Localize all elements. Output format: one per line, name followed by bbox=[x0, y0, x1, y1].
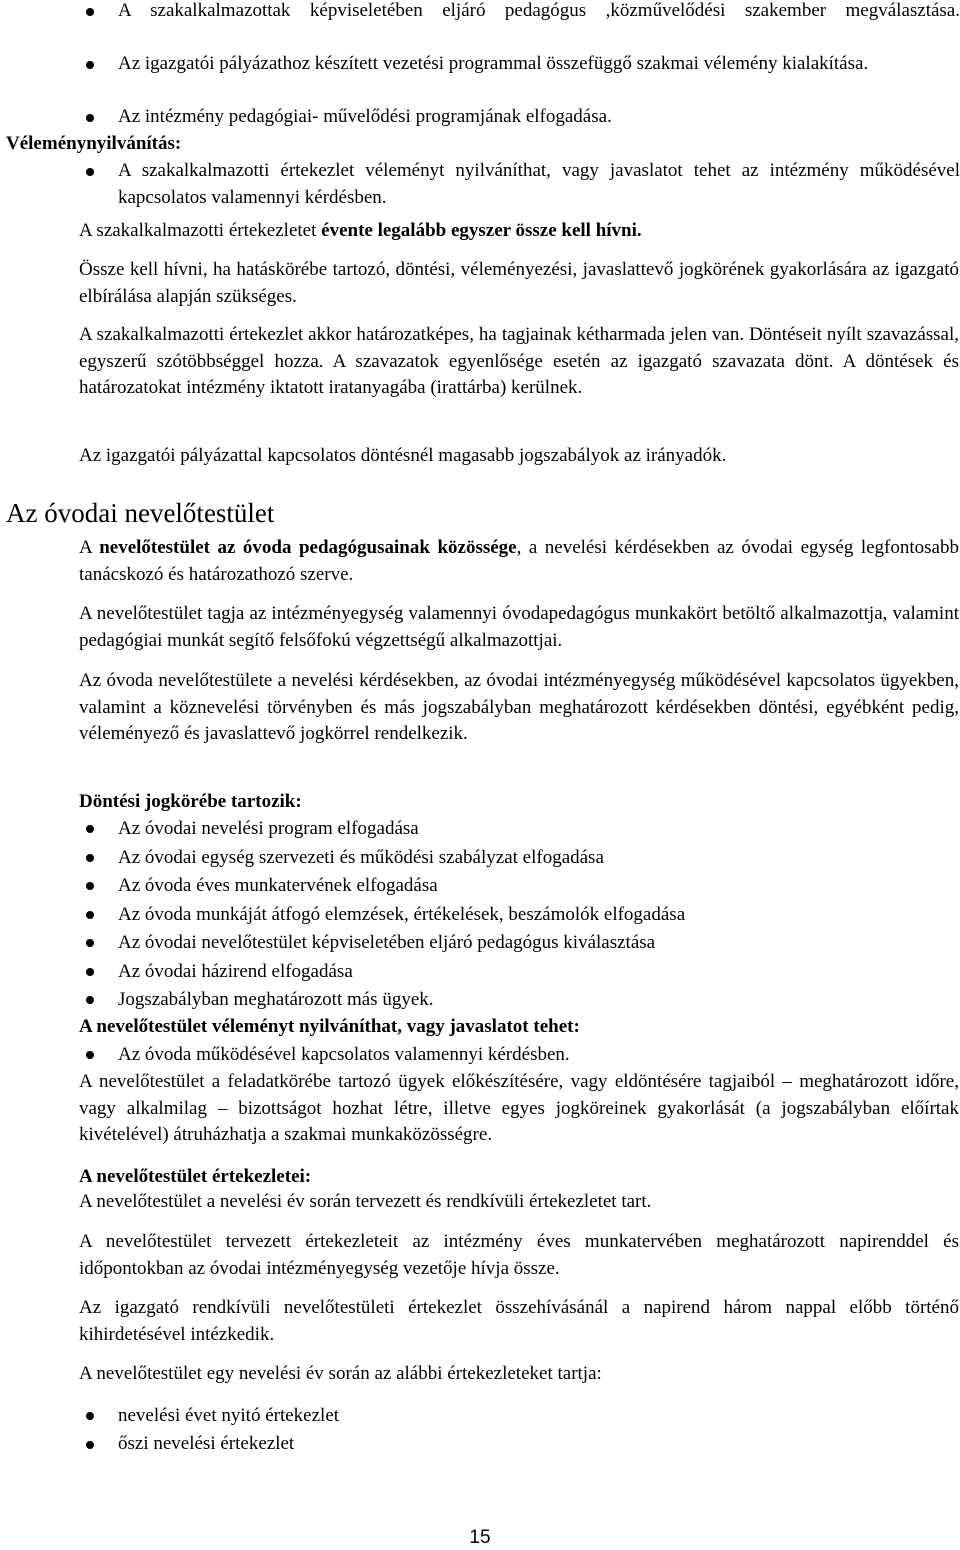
paragraph: Az óvoda nevelőtestülete a nevelési kérdésekben, az óvodai intézményegység működésével kapcsolatos ügyekben, valamint a köznevelési törvényben és más jogszabályban meghatározott kérdésekben döntési, egyébként pedig, véleményező és javaslattevő jogkörrel rendelkezik. bbox=[79, 670, 959, 744]
list-item: nevelési évet nyitó értekezlet bbox=[118, 1405, 340, 1426]
intro-text: A bbox=[79, 537, 100, 558]
bullet-icon bbox=[86, 854, 94, 862]
opinion-heading: Véleménynyilvánítás: bbox=[6, 133, 182, 154]
page-number: 15 bbox=[469, 1527, 491, 1548]
bullet-icon bbox=[86, 1051, 94, 1059]
convene-text: A szakalkalmazotti értekezletet bbox=[79, 220, 322, 241]
bullet-icon bbox=[86, 1441, 94, 1449]
paragraph: A szakalkalmazotti értekezlet akkor határozatképes, ha tagjainak kétharmada jelen van. Döntéseit nyílt szavazással, egyszerű szótöbbséggel hozza. A szavazatok egyenlősége esetén az igazgató szavazata dönt. A döntések és határozatokat intézmény iktatott iratanyagába (irattárba) kerülnek. bbox=[79, 324, 959, 398]
paragraph: Össze kell hívni, ha hatáskörébe tartozó, döntési, véleményezési, javaslattevő jogkörének gyakorlására az igazgató elbírálása alapján szükséges. bbox=[79, 259, 959, 307]
intro-paragraph bbox=[79, 535, 959, 588]
list-item: őszi nevelési értekezlet bbox=[118, 1433, 295, 1454]
meetings-heading: A nevelőtestület értekezletei: bbox=[79, 1166, 312, 1187]
convene-bold: évente legalább egyszer össze kell hívni. bbox=[321, 220, 642, 241]
paragraph: A nevelőtestület a feladatkörébe tartozó ügyek előkészítésére, vagy eldöntésére tagjaiból – meghatározott időre, vagy alkalmilag – bizottságot hozhat létre, illetve egyes jogköreinek gyakorlását (a jogszabályban előírtak kivételével) átruházhatja a szakmai munkaközösségre. bbox=[79, 1071, 959, 1145]
bullet-icon bbox=[86, 61, 94, 69]
list-item: Az intézmény pedagógiai- művelődési programjának elfogadása. bbox=[118, 106, 612, 127]
list-item: A szakalkalmazotti értekezlet véleményt nyilváníthat, vagy javaslatot tehet az intézmény működésével kapcsolatos valamennyi kérdésben. bbox=[118, 160, 960, 208]
list-item: Az óvoda működésével kapcsolatos valamennyi kérdésben. bbox=[118, 1044, 570, 1065]
bullet-icon bbox=[86, 939, 94, 947]
opinion2-heading: A nevelőtestület véleményt nyilváníthat, vagy javaslatot tehet: bbox=[79, 1016, 580, 1037]
list-item: Az óvodai nevelőtestület képviseletében eljáró pedagógus kiválasztása bbox=[118, 932, 656, 953]
list-item: Az óvodai házirend elfogadása bbox=[118, 961, 353, 982]
section-title: Az óvodai nevelőtestület bbox=[6, 498, 275, 528]
list-item: Az óvodai nevelési program elfogadása bbox=[118, 818, 419, 839]
bullet-icon bbox=[86, 168, 94, 176]
decision-heading: Döntési jogkörébe tartozik: bbox=[79, 791, 302, 812]
bullet-icon bbox=[86, 968, 94, 976]
bullet-icon bbox=[86, 996, 94, 1004]
paragraph: A nevelőtestület tervezett értekezleteit az intézmény éves munkatervében meghatározott napirenddel és időpontokban az óvodai intézményegység vezetője hívja össze. bbox=[79, 1231, 959, 1279]
bullet-icon bbox=[86, 114, 94, 122]
paragraph: A nevelőtestület tagja az intézményegység valamennyi óvodapedagógus munkakört betöltő alkalmazottja, valamint pedagógiai munkát segítő felsőfokú végzettségű alkalmazottjai. bbox=[79, 603, 959, 651]
list-item: Az óvoda munkáját átfogó elemzések, értékelések, beszámolók elfogadása bbox=[118, 904, 686, 925]
paragraph: Az igazgatói pályázattal kapcsolatos döntésnél magasabb jogszabályok az irányadók. bbox=[79, 445, 727, 466]
bullet-icon bbox=[86, 882, 94, 890]
paragraph: Az igazgató rendkívüli nevelőtestületi értekezlet összehívásánál a napirend három nappal előbb történő kihirdetésével intézkedik. bbox=[79, 1297, 959, 1345]
list-item: Jogszabályban meghatározott más ügyek. bbox=[118, 989, 434, 1010]
list-item-text: A szakalkalmazottak képviseletében eljáró pedagógus ,közművelődési szakember megválasztása. bbox=[118, 0, 960, 21]
list-item: Az óvodai egység szervezeti és működési szabályzat elfogadása bbox=[118, 847, 604, 868]
bullet-icon bbox=[86, 8, 94, 16]
paragraph: A nevelőtestület a nevelési év során tervezett és rendkívüli értekezletet tart. bbox=[79, 1191, 652, 1212]
list-item: Az óvoda éves munkatervének elfogadása bbox=[118, 875, 438, 896]
intro-text: , a nevelési kérdésekben az óvodai egység legfontosabb tanácskozó és határozathozó szerve. bbox=[79, 537, 959, 585]
list-item bbox=[118, 0, 960, 25]
bullet-icon bbox=[86, 911, 94, 919]
list-item: Az igazgatói pályázathoz készített vezetési programmal összefüggő szakmai vélemény kialakítása. bbox=[118, 53, 869, 74]
bullet-icon bbox=[86, 1412, 94, 1420]
convene-paragraph bbox=[79, 218, 959, 245]
intro-bold: nevelőtestület az óvoda pedagógusainak közössége bbox=[99, 537, 517, 558]
bullet-icon bbox=[86, 825, 94, 833]
paragraph: A nevelőtestület egy nevelési év során az alábbi értekezleteket tartja: bbox=[79, 1363, 602, 1384]
